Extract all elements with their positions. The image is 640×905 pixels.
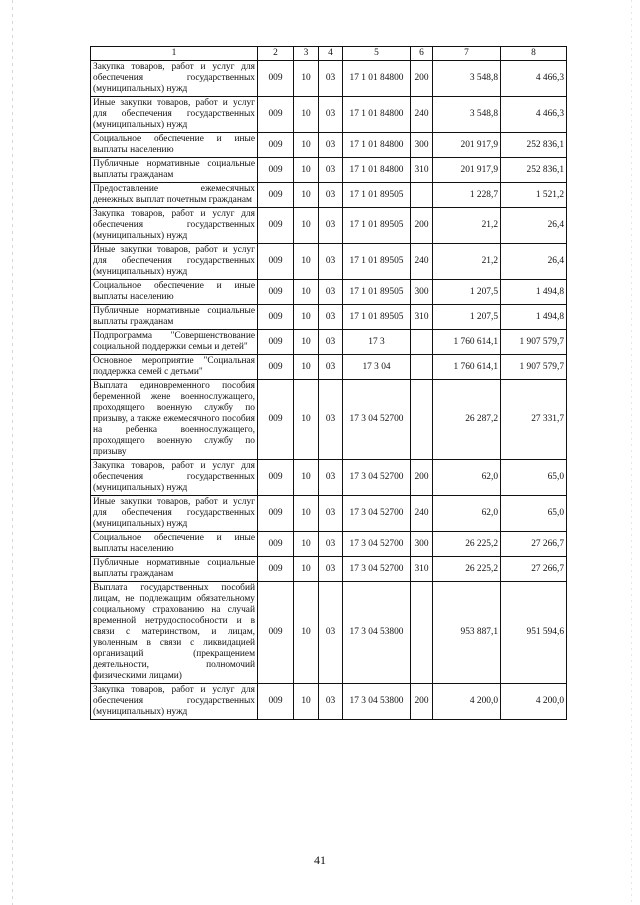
- subsection-code: 03: [319, 305, 343, 330]
- section-code: 10: [294, 380, 319, 460]
- subsection-code: 03: [319, 183, 343, 208]
- ministry-code: 009: [258, 557, 294, 582]
- row-name: Выплата единовременного пособия беременной жене военнослужащего, проходящего военную службу по призыву, а также ежемесячного пособия на ребенка военнослужащего, проходящего военную службу по призыву: [91, 380, 258, 460]
- column-header-8: 8: [501, 47, 567, 61]
- target-article-code: 17 1 01 89505: [343, 183, 411, 208]
- amount-year-1: 62,0: [433, 460, 501, 496]
- target-article-code: 17 1 01 84800: [343, 133, 411, 158]
- section-code: 10: [294, 496, 319, 532]
- row-name: Публичные нормативные социальные выплаты гражданам: [91, 305, 258, 330]
- subsection-code: 03: [319, 355, 343, 380]
- section-code: 10: [294, 330, 319, 355]
- column-header-1: 1: [91, 47, 258, 61]
- section-code: 10: [294, 582, 319, 684]
- row-name: Закупка товаров, работ и услуг для обеспечения государственных (муниципальных) нужд: [91, 684, 258, 720]
- row-name: Социальное обеспечение и иные выплаты населению: [91, 532, 258, 557]
- target-article-code: 17 3: [343, 330, 411, 355]
- amount-year-1: 1 207,5: [433, 305, 501, 330]
- section-code: 10: [294, 61, 319, 97]
- target-article-code: 17 3 04 52700: [343, 496, 411, 532]
- subsection-code: 03: [319, 557, 343, 582]
- target-article-code: 17 1 01 89505: [343, 208, 411, 244]
- subsection-code: 03: [319, 133, 343, 158]
- column-header-2: 2: [258, 47, 294, 61]
- subsection-code: 03: [319, 380, 343, 460]
- amount-year-1: 953 887,1: [433, 582, 501, 684]
- ministry-code: 009: [258, 460, 294, 496]
- expense-type-code: [411, 380, 433, 460]
- amount-year-1: 1 228,7: [433, 183, 501, 208]
- amount-year-2: 252 836,1: [501, 158, 567, 183]
- ministry-code: 009: [258, 97, 294, 133]
- amount-year-1: 201 917,9: [433, 158, 501, 183]
- target-article-code: 17 1 01 89505: [343, 244, 411, 280]
- section-code: 10: [294, 97, 319, 133]
- target-article-code: 17 1 01 89505: [343, 305, 411, 330]
- row-name: Закупка товаров, работ и услуг для обеспечения государственных (муниципальных) нужд: [91, 208, 258, 244]
- table-row: [91, 496, 567, 532]
- ministry-code: 009: [258, 280, 294, 305]
- table-row: [91, 61, 567, 97]
- ministry-code: 009: [258, 183, 294, 208]
- table-row: [91, 330, 567, 355]
- row-name: Подпрограмма "Совершенствование социальной поддержки семьи и детей": [91, 330, 258, 355]
- row-name: Социальное обеспечение и иные выплаты населению: [91, 133, 258, 158]
- table-row: [91, 582, 567, 684]
- table-row: [91, 183, 567, 208]
- amount-year-1: 26 225,2: [433, 532, 501, 557]
- amount-year-2: 1 907 579,7: [501, 355, 567, 380]
- ministry-code: 009: [258, 208, 294, 244]
- header-row: [91, 47, 567, 61]
- amount-year-1: 62,0: [433, 496, 501, 532]
- row-name: Публичные нормативные социальные выплаты гражданам: [91, 557, 258, 582]
- table-row: [91, 97, 567, 133]
- ministry-code: 009: [258, 305, 294, 330]
- expense-type-code: [411, 183, 433, 208]
- target-article-code: 17 1 01 84800: [343, 97, 411, 133]
- subsection-code: 03: [319, 532, 343, 557]
- table-row: [91, 133, 567, 158]
- table-row: [91, 158, 567, 183]
- expense-type-code: 300: [411, 133, 433, 158]
- target-article-code: 17 3 04 53800: [343, 582, 411, 684]
- target-article-code: 17 3 04 52700: [343, 557, 411, 582]
- expense-type-code: 200: [411, 460, 433, 496]
- section-code: 10: [294, 532, 319, 557]
- expense-type-code: [411, 582, 433, 684]
- target-article-code: 17 3 04 53800: [343, 684, 411, 720]
- row-name: Предоставление ежемесячных денежных выплат почетным гражданам: [91, 183, 258, 208]
- table-row: [91, 208, 567, 244]
- ministry-code: 009: [258, 355, 294, 380]
- amount-year-2: 26,4: [501, 244, 567, 280]
- column-header-5: 5: [343, 47, 411, 61]
- row-name: Закупка товаров, работ и услуг для обеспечения государственных (муниципальных) нужд: [91, 61, 258, 97]
- ministry-code: 009: [258, 61, 294, 97]
- subsection-code: 03: [319, 330, 343, 355]
- amount-year-1: 21,2: [433, 244, 501, 280]
- subsection-code: 03: [319, 280, 343, 305]
- amount-year-2: 1 521,2: [501, 183, 567, 208]
- expense-type-code: 240: [411, 97, 433, 133]
- section-code: 10: [294, 133, 319, 158]
- ministry-code: 009: [258, 684, 294, 720]
- target-article-code: 17 3 04 52700: [343, 532, 411, 557]
- table-row: [91, 355, 567, 380]
- section-code: 10: [294, 460, 319, 496]
- subsection-code: 03: [319, 97, 343, 133]
- table-row: [91, 305, 567, 330]
- amount-year-1: 26 225,2: [433, 557, 501, 582]
- amount-year-1: 3 548,8: [433, 97, 501, 133]
- expense-type-code: 200: [411, 208, 433, 244]
- amount-year-1: 21,2: [433, 208, 501, 244]
- expense-type-code: 200: [411, 684, 433, 720]
- section-code: 10: [294, 158, 319, 183]
- amount-year-2: 951 594,6: [501, 582, 567, 684]
- row-name: Закупка товаров, работ и услуг для обеспечения государственных (муниципальных) нужд: [91, 460, 258, 496]
- column-header-6: 6: [411, 47, 433, 61]
- amount-year-2: 65,0: [501, 496, 567, 532]
- expense-type-code: 310: [411, 557, 433, 582]
- table-row: [91, 532, 567, 557]
- section-code: 10: [294, 244, 319, 280]
- subsection-code: 03: [319, 582, 343, 684]
- amount-year-1: 26 287,2: [433, 380, 501, 460]
- ministry-code: 009: [258, 244, 294, 280]
- subsection-code: 03: [319, 158, 343, 183]
- amount-year-1: 1 760 614,1: [433, 355, 501, 380]
- expense-type-code: 300: [411, 280, 433, 305]
- subsection-code: 03: [319, 496, 343, 532]
- expense-type-code: 240: [411, 496, 433, 532]
- amount-year-2: 27 266,7: [501, 557, 567, 582]
- amount-year-1: 4 200,0: [433, 684, 501, 720]
- expense-type-code: 310: [411, 158, 433, 183]
- amount-year-1: 3 548,8: [433, 61, 501, 97]
- table-header: [91, 47, 567, 61]
- ministry-code: 009: [258, 496, 294, 532]
- ministry-code: 009: [258, 582, 294, 684]
- amount-year-2: 65,0: [501, 460, 567, 496]
- amount-year-1: 1 760 614,1: [433, 330, 501, 355]
- amount-year-2: 27 331,7: [501, 380, 567, 460]
- expense-type-code: 240: [411, 244, 433, 280]
- section-code: 10: [294, 208, 319, 244]
- section-code: 10: [294, 305, 319, 330]
- column-header-3: 3: [294, 47, 319, 61]
- amount-year-2: 27 266,7: [501, 532, 567, 557]
- scan-edge-left: [12, 0, 13, 905]
- amount-year-2: 1 494,8: [501, 280, 567, 305]
- row-name: Социальное обеспечение и иные выплаты населению: [91, 280, 258, 305]
- section-code: 10: [294, 280, 319, 305]
- table-row: [91, 244, 567, 280]
- amount-year-2: 1 494,8: [501, 305, 567, 330]
- target-article-code: 17 1 01 84800: [343, 158, 411, 183]
- scan-edge-right: [631, 0, 632, 905]
- row-name: Иные закупки товаров, работ и услуг для обеспечения государственных (муниципальных) нужд: [91, 496, 258, 532]
- section-code: 10: [294, 355, 319, 380]
- row-name: Иные закупки товаров, работ и услуг для обеспечения государственных (муниципальных) нужд: [91, 97, 258, 133]
- page-number: 41: [314, 853, 326, 867]
- amount-year-2: 4 200,0: [501, 684, 567, 720]
- column-header-7: 7: [433, 47, 501, 61]
- target-article-code: 17 3 04 52700: [343, 460, 411, 496]
- column-header-4: 4: [319, 47, 343, 61]
- table-row: [91, 460, 567, 496]
- ministry-code: 009: [258, 133, 294, 158]
- section-code: 10: [294, 684, 319, 720]
- expense-type-code: 310: [411, 305, 433, 330]
- row-name: Основное мероприятие "Социальная поддержка семей с детьми": [91, 355, 258, 380]
- ministry-code: 009: [258, 158, 294, 183]
- subsection-code: 03: [319, 244, 343, 280]
- table-row: [91, 684, 567, 720]
- amount-year-2: 1 907 579,7: [501, 330, 567, 355]
- budget-table: [90, 46, 567, 720]
- ministry-code: 009: [258, 330, 294, 355]
- amount-year-2: 4 466,3: [501, 61, 567, 97]
- section-code: 10: [294, 183, 319, 208]
- expense-type-code: 300: [411, 532, 433, 557]
- target-article-code: 17 1 01 89505: [343, 280, 411, 305]
- subsection-code: 03: [319, 208, 343, 244]
- expense-type-code: [411, 330, 433, 355]
- amount-year-2: 252 836,1: [501, 133, 567, 158]
- ministry-code: 009: [258, 532, 294, 557]
- section-code: 10: [294, 557, 319, 582]
- table-row: [91, 280, 567, 305]
- amount-year-1: 201 917,9: [433, 133, 501, 158]
- subsection-code: 03: [319, 684, 343, 720]
- row-name: Публичные нормативные социальные выплаты гражданам: [91, 158, 258, 183]
- target-article-code: 17 1 01 84800: [343, 61, 411, 97]
- expense-type-code: 200: [411, 61, 433, 97]
- expense-type-code: [411, 355, 433, 380]
- ministry-code: 009: [258, 380, 294, 460]
- subsection-code: 03: [319, 61, 343, 97]
- row-name: Иные закупки товаров, работ и услуг для обеспечения государственных (муниципальных) нужд: [91, 244, 258, 280]
- target-article-code: 17 3 04 52700: [343, 380, 411, 460]
- amount-year-2: 4 466,3: [501, 97, 567, 133]
- amount-year-1: 1 207,5: [433, 280, 501, 305]
- table-row: [91, 380, 567, 460]
- table-row: [91, 557, 567, 582]
- subsection-code: 03: [319, 460, 343, 496]
- amount-year-2: 26,4: [501, 208, 567, 244]
- target-article-code: 17 3 04: [343, 355, 411, 380]
- row-name: Выплата государственных пособий лицам, не подлежащим обязательному социальному страхованию на случай временной нетрудоспособности и в связи с материнством, и лицам, уволенным в связи с ликвидацией организаций (прекращением деятельности, полномочий физическими лицами): [91, 582, 258, 684]
- table-body: [91, 61, 567, 720]
